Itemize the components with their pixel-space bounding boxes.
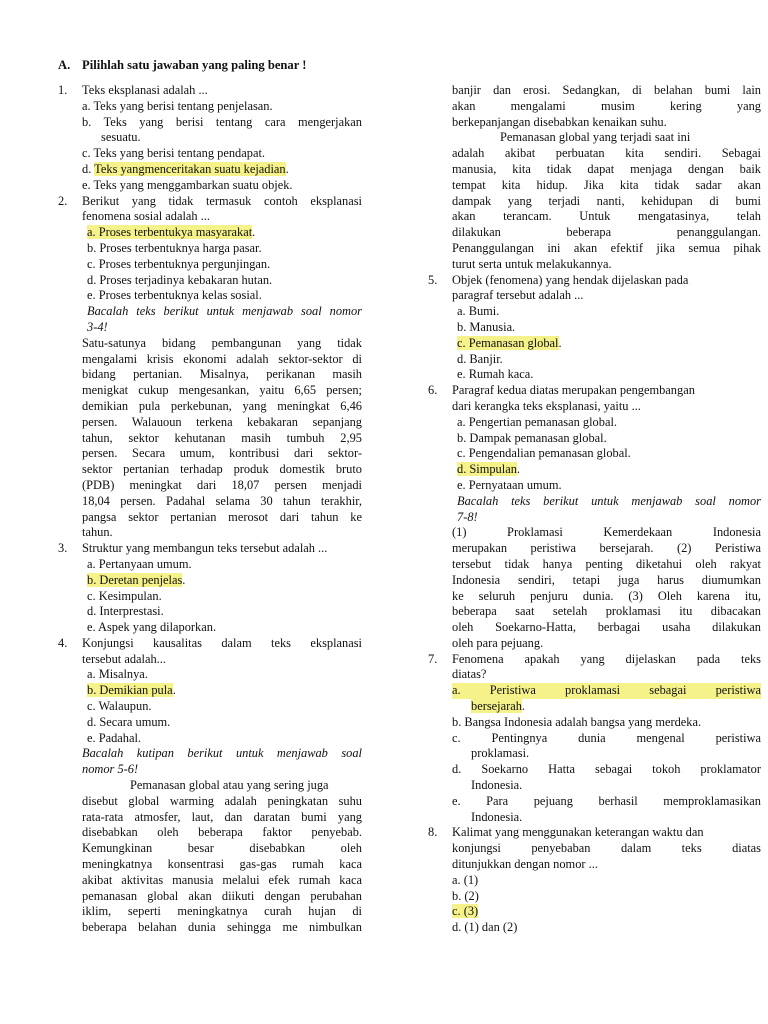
punctuation: . xyxy=(521,699,526,714)
option-d: d. Interprestasi. xyxy=(87,604,164,619)
passage-line: tahun. xyxy=(82,525,113,540)
passage-instruction-cont: nomor 5-6! xyxy=(82,762,139,777)
question-number: 1. xyxy=(58,83,68,97)
question-number: 4. xyxy=(58,635,68,650)
question-2 xyxy=(58,194,362,305)
question-5 xyxy=(428,273,761,384)
question-number: 5. xyxy=(428,272,438,287)
passage-instruction: Bacalah kutipan berikut untuk menjawab soal xyxy=(82,746,362,761)
question-stem-cont: konjungsi penyebaban dalam teks diatas xyxy=(452,841,761,856)
passage-line: akibat aktivitas manusia melalui efek rumah kaca xyxy=(82,872,362,887)
left-column xyxy=(58,83,362,936)
question-stem: Berikut yang tidak termasuk contoh eksplanasi xyxy=(82,193,362,208)
option-c: c. Walaupun. xyxy=(87,699,152,714)
passage-line: manusia, kita tidak dapat menjaga dengan baik xyxy=(452,161,761,176)
highlighted-answer: a. Proses terbentukya masyarakat xyxy=(87,225,253,240)
question-4 xyxy=(58,636,362,747)
option-d: d. Proses terjadinya kebakaran hutan. xyxy=(87,272,273,287)
passage-line: menigkat cukup mengesankan, yaitu 6,65 persen; xyxy=(82,383,362,398)
passage-line: Kemungkinan besar disebabkan oleh xyxy=(82,841,362,856)
option-b: b. Manusia. xyxy=(457,319,516,334)
option-label: d. xyxy=(82,161,95,176)
punctuation: . xyxy=(516,462,520,477)
option-b xyxy=(58,683,362,699)
option-e: e. Aspek yang dilaporkan. xyxy=(87,620,217,635)
option-b: b. Proses terbentuknya harga pasar. xyxy=(87,240,262,255)
question-stem: Teks eksplanasi adalah ... xyxy=(82,83,208,97)
option-a xyxy=(58,225,362,241)
option-a xyxy=(428,683,761,699)
passage-line: beberapa saat setelah proklamasi itu dibacakan xyxy=(452,604,761,619)
option-e: e. Para pejuang berhasil memproklamasikan xyxy=(452,793,761,808)
passage-line: pemanasan global akan diikuti dengan perubahan xyxy=(82,888,362,903)
passage-line: beberapa belahan dunia sehingga me nimbulkan xyxy=(82,920,362,935)
question-7 xyxy=(428,652,761,826)
right-column xyxy=(428,83,761,936)
question-stem-cont: dari kerangka teks eksplanasi, yaitu ... xyxy=(452,398,641,413)
option-c: c. Kesimpulan. xyxy=(87,588,162,603)
option-b: b. Dampak pemanasan global. xyxy=(457,430,607,445)
passage-line: disebut global warming adalah peningkatan suhu xyxy=(82,793,362,808)
highlighted-answer: c. (3) xyxy=(452,904,479,919)
punctuation: . xyxy=(285,161,289,176)
question-stem: Objek (fenomena) yang hendak dijelaskan pada xyxy=(452,272,689,287)
highlighted-answer: d. Simpulan xyxy=(457,462,517,477)
passage-line: rata-rata atmosfer, laut, dan daratan bumi yang xyxy=(82,809,362,824)
option-e: e. Teks yang menggambarkan suatu objek. xyxy=(82,177,293,192)
punctuation: . xyxy=(182,572,186,587)
highlighted-answer: b. Demikian pula xyxy=(87,683,173,698)
option-d xyxy=(428,462,761,478)
option-d: d. Secara umum. xyxy=(87,714,171,729)
option-d xyxy=(58,162,362,178)
option-c: c. Teks yang berisi tentang pendapat. xyxy=(82,146,265,161)
passage-line xyxy=(58,778,362,794)
question-stem-cont: paragraf tersebut adalah ... xyxy=(452,288,584,303)
passage-instruction: Bacalah teks berikut untuk menjawab soal nomor xyxy=(87,304,362,319)
option-b: b. (2) xyxy=(452,888,479,903)
question-stem: Konjungsi kausalitas dalam teks eksplanasi xyxy=(82,635,362,650)
passage-line: tahun, sektor kehutanan masih tumbuh 2,95 xyxy=(82,430,362,445)
question-number: 2. xyxy=(58,193,68,208)
passage-instruction-cont: 7-8! xyxy=(457,509,478,524)
passage-line: adalah akibat perbuatan kita sendiri. Sebagai xyxy=(452,146,761,161)
highlighted-answer: b. Deretan penjelas xyxy=(87,572,183,587)
passage-line: Penanggulangan ini akan efektif jika semua pihak xyxy=(452,240,761,255)
option-a: a. Bumi. xyxy=(457,304,500,319)
passage-line: sektor pertanian terhadap produk domestik bruto xyxy=(82,462,362,477)
option-b: b. Bangsa Indonesia adalah bangsa yang merdeka. xyxy=(452,714,702,729)
option-a-cont xyxy=(428,699,761,715)
option-b-cont: sesuatu. xyxy=(101,130,141,145)
option-d: d. (1) dan (2) xyxy=(452,920,518,935)
question-8 xyxy=(428,825,761,936)
passage-first-line: Pemanasan global atau yang sering juga xyxy=(130,778,329,793)
reading-passage-3 xyxy=(428,494,761,652)
passage-line: iklim, seperti meningkatnya curah hujan di xyxy=(82,904,362,919)
option-a: a. Teks yang berisi tentang penjelasan. xyxy=(82,98,273,113)
highlighted-answer: Teks yangmenceritakan suatu kejadian xyxy=(94,161,286,176)
passage-line: akan mengalami musim kering yang xyxy=(452,98,761,113)
option-c: c. Proses terbentuknya pergunjingan. xyxy=(87,256,271,271)
option-d: d. Banjir. xyxy=(457,351,503,366)
passage-line xyxy=(428,130,761,146)
option-c: c. Pengendalian pemanasan global. xyxy=(457,446,631,461)
passage-line: persen. Walauoun terkena kebakaran sepanjang xyxy=(82,414,362,429)
passage-line: oleh para pejuang. xyxy=(452,635,544,650)
passage-line: tersebut tidak hanya penting diketahui oleh rakyat xyxy=(452,556,761,571)
option-c xyxy=(428,904,761,920)
question-stem-cont: tersebut adalah... xyxy=(82,651,166,666)
reading-passage-2 xyxy=(58,746,362,936)
option-c: c. Pentingnya dunia mengenal peristiwa xyxy=(452,730,761,745)
option-e-cont: Indonesia. xyxy=(471,809,523,824)
question-stem: Fenomena apakah yang dijelaskan pada teks xyxy=(452,651,761,666)
question-stem: Kalimat yang menggunakan keterangan waktu dan xyxy=(452,825,704,840)
option-d: d. Soekarno Hatta sebagai tokoh proklamator xyxy=(452,762,761,777)
option-b: b. Teks yang berisi tentang cara mengerjakan xyxy=(82,114,362,129)
passage-line: demikian pula perkebunan, yang meningkat 6,46 xyxy=(82,398,362,413)
question-number: 7. xyxy=(428,651,438,666)
passage-line: merupakan peristiwa bersejarah. (2) Peristiwa xyxy=(452,541,761,556)
passage-instruction-cont: 3-4! xyxy=(87,319,108,334)
passage-line: dampak yang terjadi nanti, kehidupan di bumi xyxy=(452,193,761,208)
passage-line: meningkatnya konsentrasi gas-gas rumah kaca xyxy=(82,857,362,872)
punctuation: . xyxy=(558,335,562,350)
passage-first-line: Pemanasan global yang terjadi saat ini xyxy=(500,130,691,145)
passage-line: banjir dan erosi. Sedangkan, di belahan bumi lain xyxy=(452,83,761,97)
passage-line: (PDB) meningkat dari 18,07 persen menjadi xyxy=(82,477,362,492)
option-e: e. Rumah kaca. xyxy=(457,367,534,382)
passage-line: disebabkan oleh beberapa faktor penyebab. xyxy=(82,825,362,840)
option-a: a. Misalnya. xyxy=(87,667,148,682)
passage-line: dilakukan beberapa penanggulangan. xyxy=(452,225,761,240)
passage-line: berkepanjangan disebabkan kenaikan suhu. xyxy=(452,114,667,129)
option-c xyxy=(428,336,761,352)
question-stem-cont: ditunjukkan dengan nomor ... xyxy=(452,857,598,872)
question-number: 6. xyxy=(428,383,438,398)
section-letter: A. xyxy=(58,58,71,72)
passage-line: 18,04 persen. Padahal selama 30 tahun terakhir, xyxy=(82,493,362,508)
option-a: a. (1) xyxy=(452,872,479,887)
passage-line: pangsa sektor pertanian merosot dari tahun ke xyxy=(82,509,362,524)
passage-line: akan terancam. Untuk mengatasinya, telah xyxy=(452,209,761,224)
highlighted-answer: a. Peristiwa proklamasi sebagai peristiwa xyxy=(452,683,761,698)
question-number: 3. xyxy=(58,541,68,556)
option-d-cont: Indonesia. xyxy=(471,778,523,793)
question-stem: Paragraf kedua diatas merupakan pengembangan xyxy=(452,383,695,398)
passage-line: (1) Proklamasi Kemerdekaan Indonesia xyxy=(452,525,761,540)
passage-line: bidang pertanian. Misalnya, perikanan masih xyxy=(82,367,362,382)
option-b xyxy=(58,573,362,589)
question-stem-cont: diatas? xyxy=(452,667,487,682)
passage-line: turut serta untuk melakukannya. xyxy=(452,256,612,271)
reading-passage-2-cont xyxy=(428,83,761,273)
passage-line: Satu-satunya bidang pembangunan yang tidak xyxy=(82,335,362,350)
highlighted-answer: c. Pemanasan global xyxy=(457,335,559,350)
question-6 xyxy=(428,383,761,494)
question-3 xyxy=(58,541,362,636)
question-number: 8. xyxy=(428,825,438,840)
passage-line: oleh Soekarno-Hatta, berbagai usaha dilakukan xyxy=(452,620,761,635)
option-e: e. Padahal. xyxy=(87,730,142,745)
option-e: e. Proses terbentuknya kelas sosial. xyxy=(87,288,262,303)
section-heading xyxy=(58,58,306,73)
question-stem: Struktur yang membangun teks tersebut adalah ... xyxy=(82,541,328,556)
option-c-cont: proklamasi. xyxy=(471,746,530,761)
option-a: a. Pengertian pemanasan global. xyxy=(457,414,617,429)
punctuation: . xyxy=(172,683,176,698)
passage-line: mengalami krisis ekonomi adalah sektor-sektor di xyxy=(82,351,362,366)
punctuation: . xyxy=(252,225,256,240)
highlighted-answer: bersejarah xyxy=(471,699,522,714)
question-1 xyxy=(58,83,362,194)
passage-instruction: Bacalah teks berikut untuk menjawab soal nomor xyxy=(457,493,761,508)
passage-line: Indonesia sendiri, tetapi juga harus diumumkan xyxy=(452,572,761,587)
question-stem-cont: fenomena sosial adalah ... xyxy=(82,209,210,224)
option-a: a. Pertanyaan umum. xyxy=(87,556,192,571)
option-e: e. Pernyataan umum. xyxy=(457,477,562,492)
passage-line: persen. Secara umum, kontribusi dari sektor- xyxy=(82,446,362,461)
reading-passage-1 xyxy=(58,304,362,541)
section-title: Pilihlah satu jawaban yang paling benar ! xyxy=(82,58,307,72)
passage-line: tempat kita hidup. Jika kita tidak sadar akan xyxy=(452,177,761,192)
passage-line: ke seluruh penjuru dunia. (3) Oleh karena itu, xyxy=(452,588,761,603)
